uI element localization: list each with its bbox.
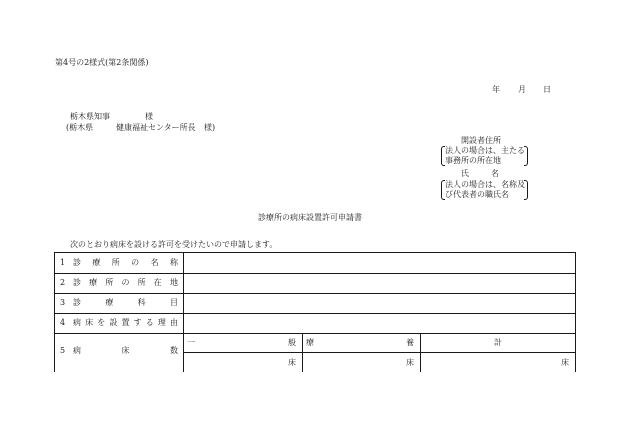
row-2-number: 2 [60,278,66,287]
row-2-label: 診 療 所 の 所 在 地 [73,278,178,287]
date-year: 年 [492,85,500,94]
addressee-center-close: 様) [204,123,216,132]
applicant-address-label: 開設者住所 [461,136,501,145]
intro-text: 次のとおり病床を設ける許可を受けたいので申請します。 [70,240,278,249]
general-beds-unit: 床 [288,358,296,367]
row-5-label: 病 床 数 [73,346,178,355]
row-5-number: 5 [60,346,66,355]
applicant-name-label-2: 名 [491,169,499,178]
general-beds-header-b: 般 [288,338,296,347]
form-number: 第4号の2様式(第2条関係) [55,58,149,67]
applicant-name-label-1: 氏 [461,169,469,178]
name-note-1: 法人の場合は、名称及 [445,180,525,189]
row-4-number: 4 [60,318,66,327]
row-3-label: 診 療 科 目 [73,298,178,307]
row-1-number: 1 [60,258,66,267]
addressee-center-open: (栃木県 [66,123,94,132]
addressee-sama: 様 [145,112,153,121]
care-beds-header-b: 養 [406,338,414,347]
row-4-label: 病 床 を 設 置 す る 理 由 [73,318,178,327]
total-beds-header: 計 [494,338,502,347]
total-beds-unit: 床 [561,358,569,367]
address-note-1: 法人の場合は、主たる [445,146,525,155]
date-month: 月 [518,85,526,94]
row-3-number: 3 [60,298,66,307]
date-day: 日 [543,85,551,94]
address-note-2: 事務所の所在地 [445,156,501,165]
addressee-governor: 栃木県知事 [70,112,110,121]
row-1-label: 診 療 所 の 名 称 [73,258,178,267]
general-beds-header-a: 一 [187,338,195,347]
addressee-center-director: 健康福祉センター所長 [116,123,196,132]
document-title: 診療所の病床設置許可申請書 [258,213,362,222]
name-note-2: び代表者の職氏名 [445,190,509,199]
care-beds-header-a: 療 [306,338,314,347]
care-beds-unit: 床 [406,358,414,367]
